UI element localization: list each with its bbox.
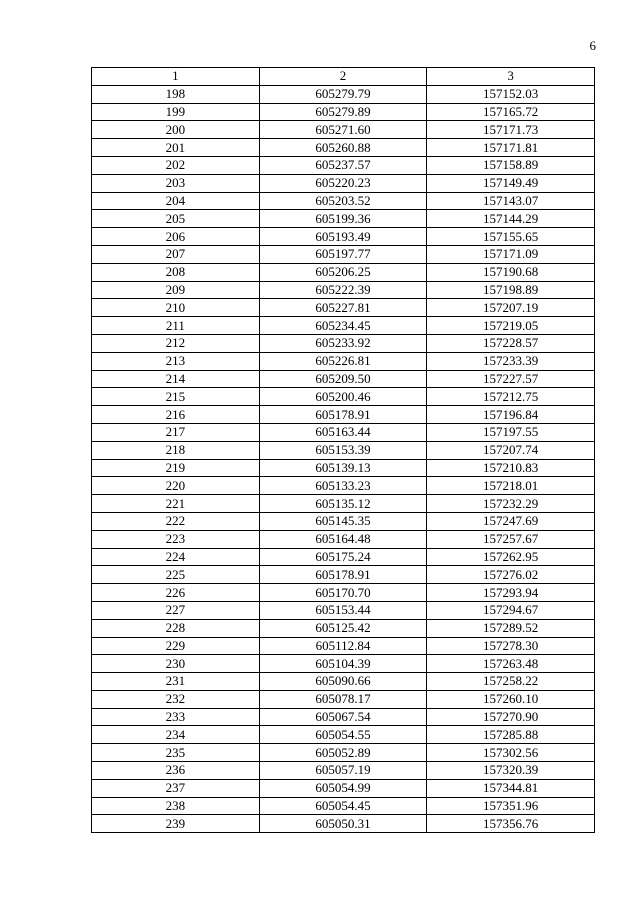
- y-coordinate-cell: 157218.01: [427, 477, 595, 495]
- table-row: [92, 673, 595, 691]
- y-coordinate-cell: 157171.81: [427, 139, 595, 157]
- point-number-cell: 205: [92, 210, 260, 228]
- point-number-cell: 199: [92, 103, 260, 121]
- table-row: [92, 245, 595, 263]
- y-coordinate-cell: 157278.30: [427, 637, 595, 655]
- x-coordinate-cell: 605139.13: [259, 459, 427, 477]
- x-coordinate-cell: 605145.35: [259, 512, 427, 530]
- table-row: [92, 637, 595, 655]
- y-coordinate-cell: 157289.52: [427, 619, 595, 637]
- point-number-cell: 200: [92, 121, 260, 139]
- point-number-cell: 231: [92, 673, 260, 691]
- point-number-cell: 228: [92, 619, 260, 637]
- x-coordinate-cell: 605054.45: [259, 797, 427, 815]
- y-coordinate-cell: 157197.55: [427, 423, 595, 441]
- point-number-cell: 229: [92, 637, 260, 655]
- point-number-cell: 236: [92, 762, 260, 780]
- point-number-cell: 233: [92, 708, 260, 726]
- x-coordinate-cell: 605052.89: [259, 744, 427, 762]
- x-coordinate-cell: 605133.23: [259, 477, 427, 495]
- y-coordinate-cell: 157171.73: [427, 121, 595, 139]
- table-row: [92, 228, 595, 246]
- table-row: [92, 121, 595, 139]
- y-coordinate-cell: 157263.48: [427, 655, 595, 673]
- y-coordinate-cell: 157207.74: [427, 441, 595, 459]
- y-coordinate-cell: 157294.67: [427, 601, 595, 619]
- table-row: [92, 370, 595, 388]
- y-coordinate-cell: 157143.07: [427, 192, 595, 210]
- table-row: [92, 85, 595, 103]
- point-number-cell: 210: [92, 299, 260, 317]
- point-number-cell: 239: [92, 815, 260, 833]
- y-coordinate-cell: 157320.39: [427, 762, 595, 780]
- point-number-cell: 214: [92, 370, 260, 388]
- x-coordinate-cell: 605222.39: [259, 281, 427, 299]
- y-coordinate-cell: 157247.69: [427, 512, 595, 530]
- x-coordinate-cell: 605234.45: [259, 317, 427, 335]
- x-coordinate-cell: 605193.49: [259, 228, 427, 246]
- y-coordinate-cell: 157165.72: [427, 103, 595, 121]
- y-coordinate-cell: 157158.89: [427, 156, 595, 174]
- x-coordinate-cell: 605057.19: [259, 762, 427, 780]
- table-row: [92, 192, 595, 210]
- x-coordinate-cell: 605178.91: [259, 406, 427, 424]
- table-body: [92, 85, 595, 832]
- point-number-cell: 234: [92, 726, 260, 744]
- table-row: [92, 619, 595, 637]
- y-coordinate-cell: 157219.05: [427, 317, 595, 335]
- table-row: [92, 352, 595, 370]
- point-number-cell: 216: [92, 406, 260, 424]
- point-number-cell: 238: [92, 797, 260, 815]
- x-coordinate-cell: 605209.50: [259, 370, 427, 388]
- table-row: [92, 708, 595, 726]
- table-row: [92, 512, 595, 530]
- point-number-cell: 220: [92, 477, 260, 495]
- x-coordinate-cell: 605054.99: [259, 779, 427, 797]
- table-row: [92, 406, 595, 424]
- point-number-cell: 213: [92, 352, 260, 370]
- table-row: [92, 726, 595, 744]
- point-number-cell: 225: [92, 566, 260, 584]
- y-coordinate-cell: 157293.94: [427, 584, 595, 602]
- point-number-cell: 237: [92, 779, 260, 797]
- x-coordinate-cell: 605227.81: [259, 299, 427, 317]
- point-number-cell: 203: [92, 174, 260, 192]
- coordinates-table: [91, 67, 595, 833]
- table-row: [92, 317, 595, 335]
- table-row: [92, 156, 595, 174]
- table-row: [92, 584, 595, 602]
- y-coordinate-cell: 157232.29: [427, 495, 595, 513]
- x-coordinate-cell: 605054.55: [259, 726, 427, 744]
- point-number-cell: 202: [92, 156, 260, 174]
- column-header-3: 3: [427, 68, 595, 86]
- y-coordinate-cell: 157144.29: [427, 210, 595, 228]
- table-row: [92, 139, 595, 157]
- x-coordinate-cell: 605279.89: [259, 103, 427, 121]
- x-coordinate-cell: 605237.57: [259, 156, 427, 174]
- x-coordinate-cell: 605199.36: [259, 210, 427, 228]
- table-row: [92, 530, 595, 548]
- x-coordinate-cell: 605175.24: [259, 548, 427, 566]
- header-row: [92, 68, 595, 86]
- table-row: [92, 388, 595, 406]
- table-row: [92, 744, 595, 762]
- table-row: [92, 459, 595, 477]
- table-row: [92, 690, 595, 708]
- y-coordinate-cell: 157155.65: [427, 228, 595, 246]
- point-number-cell: 207: [92, 245, 260, 263]
- x-coordinate-cell: 605125.42: [259, 619, 427, 637]
- y-coordinate-cell: 157270.90: [427, 708, 595, 726]
- x-coordinate-cell: 605090.66: [259, 673, 427, 691]
- table-row: [92, 477, 595, 495]
- x-coordinate-cell: 605271.60: [259, 121, 427, 139]
- point-number-cell: 218: [92, 441, 260, 459]
- table-row: [92, 566, 595, 584]
- table-row: [92, 263, 595, 281]
- y-coordinate-cell: 157210.83: [427, 459, 595, 477]
- y-coordinate-cell: 157233.39: [427, 352, 595, 370]
- point-number-cell: 230: [92, 655, 260, 673]
- table-row: [92, 281, 595, 299]
- y-coordinate-cell: 157198.89: [427, 281, 595, 299]
- table-row: [92, 797, 595, 815]
- x-coordinate-cell: 605153.44: [259, 601, 427, 619]
- x-coordinate-cell: 605112.84: [259, 637, 427, 655]
- y-coordinate-cell: 157276.02: [427, 566, 595, 584]
- y-coordinate-cell: 157302.56: [427, 744, 595, 762]
- x-coordinate-cell: 605163.44: [259, 423, 427, 441]
- table-row: [92, 779, 595, 797]
- x-coordinate-cell: 605206.25: [259, 263, 427, 281]
- point-number-cell: 206: [92, 228, 260, 246]
- point-number-cell: 212: [92, 334, 260, 352]
- y-coordinate-cell: 157207.19: [427, 299, 595, 317]
- point-number-cell: 222: [92, 512, 260, 530]
- table-row: [92, 548, 595, 566]
- point-number-cell: 209: [92, 281, 260, 299]
- table-row: [92, 495, 595, 513]
- point-number-cell: 217: [92, 423, 260, 441]
- point-number-cell: 204: [92, 192, 260, 210]
- x-coordinate-cell: 605197.77: [259, 245, 427, 263]
- point-number-cell: 208: [92, 263, 260, 281]
- table-row: [92, 334, 595, 352]
- table-row: [92, 210, 595, 228]
- table-row: [92, 174, 595, 192]
- x-coordinate-cell: 605135.12: [259, 495, 427, 513]
- y-coordinate-cell: 157285.88: [427, 726, 595, 744]
- y-coordinate-cell: 157149.49: [427, 174, 595, 192]
- point-number-cell: 198: [92, 85, 260, 103]
- x-coordinate-cell: 605153.39: [259, 441, 427, 459]
- x-coordinate-cell: 605050.31: [259, 815, 427, 833]
- x-coordinate-cell: 605233.92: [259, 334, 427, 352]
- point-number-cell: 201: [92, 139, 260, 157]
- point-number-cell: 219: [92, 459, 260, 477]
- point-number-cell: 223: [92, 530, 260, 548]
- table-header: [92, 68, 595, 86]
- y-coordinate-cell: 157262.95: [427, 548, 595, 566]
- point-number-cell: 224: [92, 548, 260, 566]
- page-number: 6: [589, 38, 596, 53]
- x-coordinate-cell: 605260.88: [259, 139, 427, 157]
- x-coordinate-cell: 605164.48: [259, 530, 427, 548]
- y-coordinate-cell: 157257.67: [427, 530, 595, 548]
- x-coordinate-cell: 605200.46: [259, 388, 427, 406]
- y-coordinate-cell: 157212.75: [427, 388, 595, 406]
- y-coordinate-cell: 157356.76: [427, 815, 595, 833]
- y-coordinate-cell: 157190.68: [427, 263, 595, 281]
- point-number-cell: 232: [92, 690, 260, 708]
- table-row: [92, 601, 595, 619]
- y-coordinate-cell: 157227.57: [427, 370, 595, 388]
- table-row: [92, 423, 595, 441]
- y-coordinate-cell: 157196.84: [427, 406, 595, 424]
- y-coordinate-cell: 157344.81: [427, 779, 595, 797]
- point-number-cell: 226: [92, 584, 260, 602]
- x-coordinate-cell: 605078.17: [259, 690, 427, 708]
- point-number-cell: 221: [92, 495, 260, 513]
- table-row: [92, 655, 595, 673]
- y-coordinate-cell: 157260.10: [427, 690, 595, 708]
- x-coordinate-cell: 605067.54: [259, 708, 427, 726]
- point-number-cell: 227: [92, 601, 260, 619]
- column-header-1: 1: [92, 68, 260, 86]
- x-coordinate-cell: 605220.23: [259, 174, 427, 192]
- table-row: [92, 103, 595, 121]
- x-coordinate-cell: 605279.79: [259, 85, 427, 103]
- y-coordinate-cell: 157228.57: [427, 334, 595, 352]
- table-row: [92, 441, 595, 459]
- x-coordinate-cell: 605226.81: [259, 352, 427, 370]
- point-number-cell: 211: [92, 317, 260, 335]
- column-header-2: 2: [259, 68, 427, 86]
- y-coordinate-cell: 157152.03: [427, 85, 595, 103]
- point-number-cell: 215: [92, 388, 260, 406]
- x-coordinate-cell: 605170.70: [259, 584, 427, 602]
- table-row: [92, 299, 595, 317]
- table-row: [92, 762, 595, 780]
- table-row: [92, 815, 595, 833]
- x-coordinate-cell: 605203.52: [259, 192, 427, 210]
- x-coordinate-cell: 605178.91: [259, 566, 427, 584]
- y-coordinate-cell: 157258.22: [427, 673, 595, 691]
- y-coordinate-cell: 157351.96: [427, 797, 595, 815]
- point-number-cell: 235: [92, 744, 260, 762]
- y-coordinate-cell: 157171.09: [427, 245, 595, 263]
- x-coordinate-cell: 605104.39: [259, 655, 427, 673]
